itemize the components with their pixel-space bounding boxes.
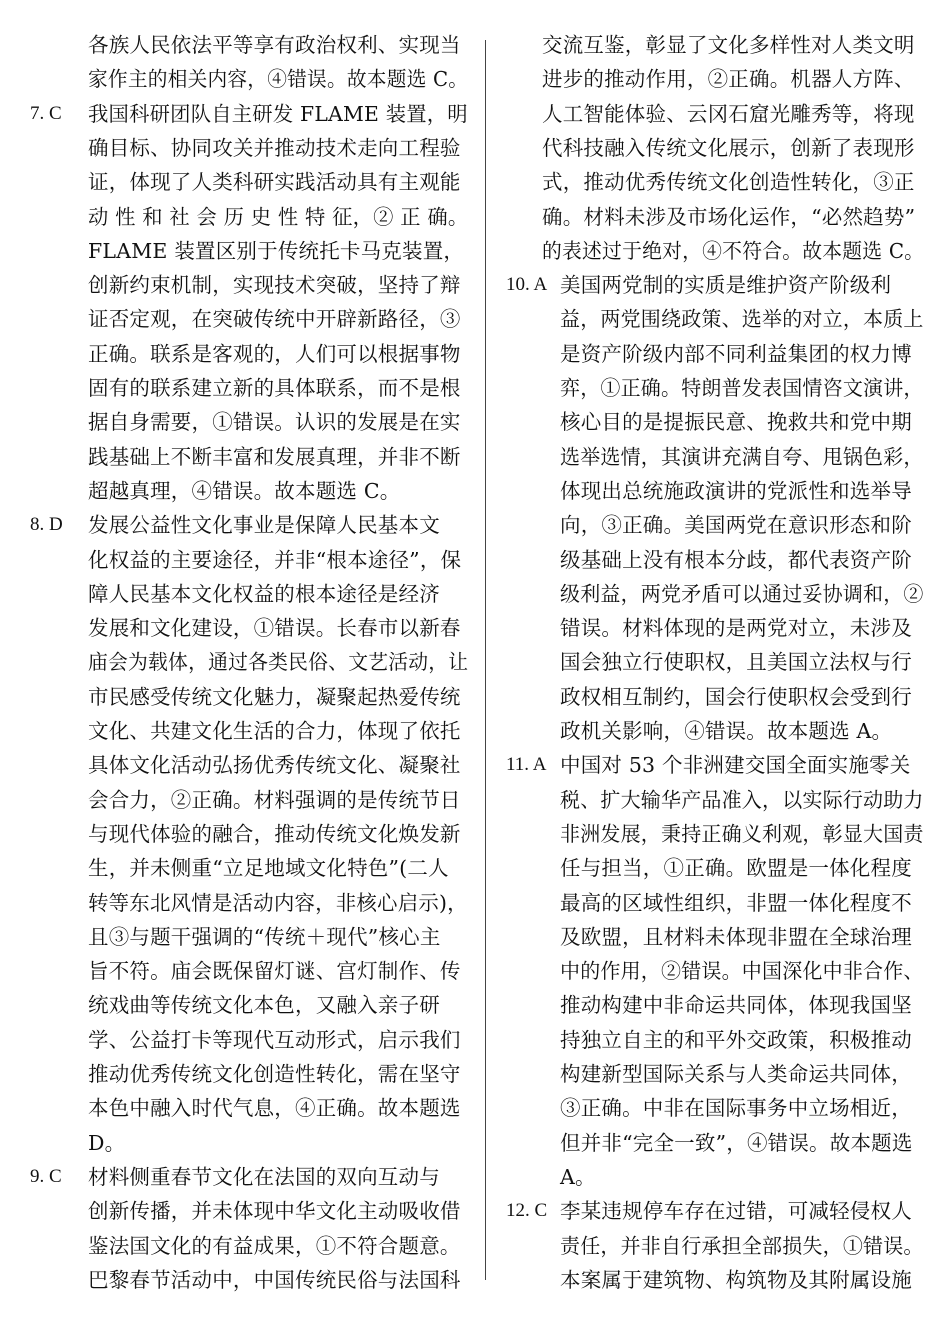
answer-text-line: 本色中融入时代气息，④正确。故本题选 (88, 1096, 461, 1121)
answer-text-line: 国会独立行使职权，且美国立法权与行 (560, 650, 912, 675)
answer-text-line: A。 (560, 1164, 596, 1189)
answer-text-line: 各族人民依法平等享有政治权利、实现当 (88, 33, 461, 57)
question-number: 11. A (506, 754, 547, 776)
answer-text-line: 生，并未侧重“立足地域文化特色”(二人 (88, 856, 449, 881)
answer-text-line: 推动构建中非命运共同体，体现我国坚 (560, 993, 912, 1018)
answer-text-line: 确目标、协同攻关并推动技术走向工程验 (88, 135, 461, 160)
answer-text-line: 中国对 53 个非洲建交国全面实施零关 (560, 753, 911, 778)
answer-text-line: 文化、共建文化生活的合力，体现了依托 (88, 719, 461, 743)
answer-text-line: 证，体现了人类科研实践活动具有主观能 (88, 170, 461, 195)
answer-text-line: 非洲发展，秉持正确义利观，彰显大国责 (560, 821, 924, 846)
answer-text-line: 最高的区域性组织，非盟一体化程度不 (560, 890, 912, 915)
answer-text-line: 体现出总统施政演讲的党派性和选举导 (560, 478, 912, 503)
answer-text-line: 选举选情，其演讲充满自夸、甩锅色彩， (560, 444, 924, 469)
answer-text-line: 错误。材料体现的是两党对立，未涉及 (560, 616, 912, 641)
answer-text-line: 践基础上不断丰富和发展真理，并非不断 (88, 444, 461, 469)
answer-text-line: 益，两党围绕政策、选举的对立，本质上 (560, 307, 924, 332)
answer-text-line: 正确。联系是客观的，人们可以根据事物 (88, 341, 461, 366)
column-divider (485, 40, 486, 1280)
answer-text-line: 确。材料未涉及市场化运作，“必然趋势” (542, 204, 916, 229)
answer-text-line: 与现代体验的融合，推动传统文化焕发新 (88, 821, 461, 846)
answer-text-line: 且③与题干强调的“传统＋现代”核心主 (88, 924, 441, 949)
answer-text-line: 超越真理，④错误。故本题选 C。 (88, 478, 401, 503)
answer-text-line: 证否定观，在突破传统中开辟新路径，③ (88, 307, 461, 332)
answer-text-line: 转等东北风情是活动内容，非核心启示)， (88, 890, 468, 915)
question-number: 10. A (506, 274, 548, 296)
answer-text-line: 任与担当，①正确。欧盟是一体化程度 (560, 856, 912, 881)
answer-text-line: 旨不符。庙会既保留灯谜、宫灯制作、传 (88, 959, 461, 984)
answer-text-line: 障人民基本文化权益的根本途径是经济 (88, 581, 440, 606)
answer-text-line: 创新约束机制，实现技术突破，坚持了辩 (88, 273, 461, 298)
answer-text-line: 核心目的是提振民意、挽救共和党中期 (560, 410, 912, 435)
answer-text-line: 交流互鉴，彰显了文化多样性对人类文明 (542, 33, 915, 57)
question-number: 9. C (30, 1165, 62, 1187)
question-number: 12. C (506, 1200, 548, 1222)
answer-text-line: 美国两党制的实质是维护资产阶级利 (560, 273, 892, 298)
answer-text-line: ③正确。中非在国际事务中立场相近， (560, 1096, 912, 1121)
answer-text-line: 政权相互制约，国会行使职权会受到行 (560, 684, 912, 709)
answer-text-line: FLAME 装置区别于传统托卡马克装置， (88, 238, 465, 263)
answer-text-line: 材料侧重春节文化在法国的双向互动与 (88, 1164, 440, 1189)
answer-text-line: 家作主的相关内容，④错误。故本题选 C。 (88, 67, 469, 92)
answer-text-line: 李某违规停车存在过错，可减轻侵权人 (560, 1199, 912, 1224)
answer-text-line: 统戏曲等传统文化本色，又融入亲子研 (88, 993, 440, 1018)
answer-text-line: 的表述过于绝对，④不符合。故本题选 C。 (542, 238, 925, 263)
answer-text-line: 本案属于建筑物、构筑物及其附属设施 (560, 1267, 912, 1292)
answer-text-line: 责任，并非自行承担全部损失，①错误。 (560, 1233, 924, 1258)
answer-text-line: 巴黎春节活动中，中国传统民俗与法国科 (88, 1267, 461, 1292)
answer-text-line: 会合力，②正确。材料强调的是传统节日 (88, 787, 461, 812)
answer-text-line: 庙会为载体，通过各类民俗、文艺活动，让 (88, 650, 469, 675)
answer-text-line: 化权益的主要途径，并非“根本途径”，保 (88, 547, 462, 572)
answer-text-line: 构建新型国际关系与人类命运共同体， (560, 1062, 912, 1086)
answer-text-line: 中的作用，②错误。中国深化中非合作、 (560, 959, 924, 984)
answer-text-line: 人工智能体验、云冈石窟光雕秀等，将现 (542, 101, 915, 126)
answer-text-line: 发展和文化建设，①错误。长春市以新春 (88, 616, 461, 641)
answer-text-line: 创新传播，并未体现中华文化主动吸收借 (88, 1199, 461, 1224)
answer-text-line: 推动优秀传统文化创造性转化，需在坚守 (88, 1062, 461, 1086)
answer-text-line: 固有的联系建立新的具体联系，而不是根 (88, 376, 461, 400)
answer-text-line: 代科技融入传统文化展示，创新了表现形 (542, 135, 915, 160)
answer-text-line: D。 (88, 1130, 126, 1155)
answer-text-line: 级利益，两党矛盾可以通过妥协调和，② (560, 581, 924, 606)
answer-text-line: 具体文化活动弘扬优秀传统文化、凝聚社 (88, 753, 461, 778)
answer-text-line: 但并非“完全一致”，④错误。故本题选 (560, 1130, 913, 1155)
answer-text-line: 级基础上没有根本分歧，都代表资产阶 (560, 547, 912, 572)
question-number: 7. C (30, 102, 62, 124)
answer-text-line: 式，推动优秀传统文化创造性转化，③正 (542, 170, 915, 195)
answer-text-line: 我国科研团队自主研发 FLAME 装置，明 (88, 101, 468, 126)
question-number: 8. D (30, 514, 63, 536)
answer-text-line: 弈，①正确。特朗普发表国情咨文演讲， (560, 376, 924, 400)
answer-text-line: 进步的推动作用，②正确。机器人方阵、 (542, 67, 915, 92)
answer-text-line: 是资产阶级内部不同利益集团的权力博 (560, 341, 912, 366)
answer-text-line: 学、公益打卡等现代互动形式，启示我们 (88, 1027, 461, 1052)
answer-text-line: 市民感受传统文化魅力，凝聚起热爱传统 (88, 684, 461, 709)
answer-text-line: 政机关影响，④错误。故本题选 A。 (560, 719, 893, 743)
answer-text-line: 向，③正确。美国两党在意识形态和阶 (560, 513, 912, 538)
answer-text-line: 动 性 和 社 会 历 史 性 特 征，② 正 确。 (88, 204, 469, 229)
answer-text-line: 持独立自主的和平外交政策，积极推动 (560, 1027, 912, 1052)
answer-text-line: 税、扩大输华产品准入，以实际行动助力 (560, 787, 924, 812)
answer-text-line: 据自身需要，①错误。认识的发展是在实 (88, 410, 461, 435)
answer-text-line: 及欧盟，且材料未体现非盟在全球治理 (560, 924, 912, 949)
answer-text-line: 发展公益性文化事业是保障人民基本文 (88, 513, 440, 538)
answer-text-line: 鉴法国文化的有益成果，①不符合题意。 (88, 1233, 461, 1258)
